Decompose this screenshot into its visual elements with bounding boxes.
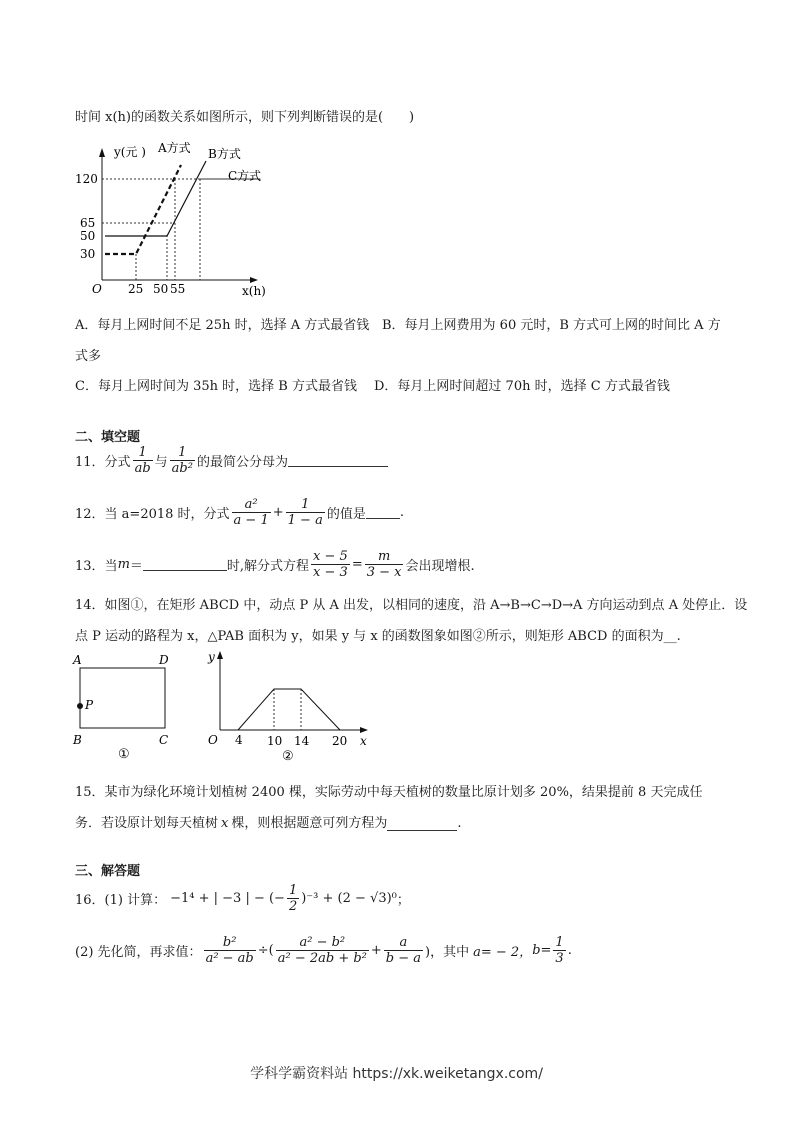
q12 xyxy=(75,492,404,532)
q15-end: . xyxy=(457,816,462,831)
label-c: C方式 xyxy=(228,169,262,183)
q16-p2-fraction-4: $\frac{1}{3}$ xyxy=(555,934,564,966)
q11-mid: 与 xyxy=(154,454,168,470)
q12-fraction-1: $\frac{\text{a²}}{a - 1}$ xyxy=(233,496,269,528)
point-p xyxy=(77,703,83,709)
q12-post: 的值是 xyxy=(326,506,366,522)
q13 xyxy=(75,544,475,584)
y-axis-arrow xyxy=(99,148,105,157)
q13-eq: ＝ xyxy=(129,558,143,574)
q16-number: 16． xyxy=(75,892,105,908)
q13-mid: 时,解分式方程 xyxy=(226,558,310,574)
origin-label: O xyxy=(92,282,102,296)
y-axis-label: y(元 ) xyxy=(114,145,146,159)
q16-p1-end: ； xyxy=(396,892,410,908)
q16-part-1 xyxy=(75,878,410,918)
q10-option-a: A．每月上网时间不足 25h 时，选择 A 方式最省钱 xyxy=(75,318,370,333)
q16-p1-fraction: $\frac{1}{2}$ xyxy=(288,882,298,914)
q15-line-2 xyxy=(75,812,462,831)
q11-number: 11． xyxy=(75,454,105,470)
q15-line-1: 15．某市为绿化环境计划植树 2400 棵，实际劳动中每天植树的数量比原计划多 20%，结果提前 8 天完成任 xyxy=(75,785,703,800)
q15-post: 棵，则根据题意可列方程为 xyxy=(231,816,388,831)
q11-fraction-1: $\frac{1}{ab}$ xyxy=(134,444,151,476)
q16-part-2 xyxy=(75,930,572,970)
label-a: A方式 xyxy=(158,141,191,155)
q11-pre: 分式 xyxy=(104,454,131,470)
q16-p2-close: )，其中 xyxy=(425,944,470,960)
x-tick-4: 4 xyxy=(235,733,243,747)
caption-2: ② xyxy=(282,749,294,764)
q16-p2-plus: + xyxy=(370,942,382,958)
footer-watermark: 学科学霸资料站 https://xk.weiketangx.com/ xyxy=(250,1066,543,1082)
q16-p2-div: ÷( xyxy=(257,942,274,958)
label-p: P xyxy=(85,698,94,712)
q12-answer-blank[interactable] xyxy=(366,505,400,519)
q15-pre: 务．若设原计划每天植树 xyxy=(75,816,219,831)
section-solve-title: 三、解答题 xyxy=(75,864,141,879)
q16-p2-fraction-2: $\frac{\text{a² − b²}}{\text{a² − 2ab + b²}}$ xyxy=(277,934,367,966)
q13-var: m xyxy=(117,556,130,572)
q13-pre: 当 xyxy=(104,558,118,574)
q12-number: 12． xyxy=(75,506,105,522)
x-axis-label: x(h) xyxy=(242,284,266,298)
q10-stem: 时间 x(h)的函数关系如图所示，则下列判断错误的是( ) xyxy=(75,110,415,125)
x-tick-20: 20 xyxy=(332,734,348,748)
y-tick-65: 65 xyxy=(80,216,96,230)
q16-p2-label: (2) 先化简，再求值： xyxy=(75,944,202,960)
line-a xyxy=(105,165,181,254)
x-tick-14: 14 xyxy=(294,734,310,748)
q16-p2-fraction-3: $\frac{a}{b - a}$ xyxy=(385,934,422,966)
q13-number: 13． xyxy=(75,558,105,574)
y-axis-arrow xyxy=(217,651,223,659)
q16-p2-fraction-1: $\frac{\text{b²}}{\text{a² − ab}}$ xyxy=(205,934,254,966)
line-b xyxy=(105,161,206,236)
q15-answer-blank[interactable] xyxy=(387,817,457,831)
q15-var: x xyxy=(221,816,229,831)
y-tick-120: 120 xyxy=(75,172,98,186)
q14-line-1: 14．如图①，在矩形 ABCD 中，动点 P 从 A 出发，以相同的速度，沿 A→B→C→D→A 方向运动到点 A 处停止．设 xyxy=(75,598,748,613)
q13-post: 会出现增根. xyxy=(405,558,475,574)
q11-fraction-2: $\frac{1}{\text{ab²}}$ xyxy=(171,444,193,476)
q13-answer-blank[interactable] xyxy=(143,557,227,571)
q10-option-c: C．每月上网时间为 35h 时，选择 B 方式最省钱 xyxy=(75,379,357,394)
x-label: x xyxy=(360,734,367,748)
x-axis-arrow xyxy=(360,727,368,733)
q11 xyxy=(75,440,388,480)
section-fill-in-title: 二、填空题 xyxy=(75,430,141,445)
q16-p2-end: . xyxy=(567,942,572,958)
q10-option-b-cont: 式多 xyxy=(75,349,102,364)
label-b: B方式 xyxy=(208,147,241,161)
q16-p1-expr-a: −1⁴ + | −3 | − (− xyxy=(170,890,285,906)
q16-p2-cond-b: b= xyxy=(532,942,552,958)
q10-graph xyxy=(70,135,290,300)
q13-equals: = xyxy=(351,556,363,572)
q13-fraction-2: $\frac{m}{3 - x}$ xyxy=(366,548,402,580)
origin-label: O xyxy=(208,733,218,747)
q11-post: 的最简公分母为 xyxy=(196,454,288,470)
x-tick-50: 50 xyxy=(153,282,169,296)
caption-1: ① xyxy=(118,747,130,762)
x-tick-25: 25 xyxy=(128,282,144,296)
q11-answer-blank[interactable] xyxy=(288,453,388,467)
q12-pre: 当 a=2018 时，分式 xyxy=(104,506,230,522)
q14-line-2: 点 P 运动的路程为 x，△PAB 面积为 y，如果 y 与 x 的函数图象如图②所示，则矩形 ABCD 的面积为__. xyxy=(75,629,681,644)
y-tick-30: 30 xyxy=(80,247,96,261)
y-tick-50: 50 xyxy=(80,229,96,243)
y-label: y xyxy=(208,650,215,664)
label-d: D xyxy=(159,653,169,667)
x-axis-arrow xyxy=(250,277,258,283)
q12-plus: + xyxy=(272,504,284,520)
q14-figure-1 xyxy=(70,650,180,765)
q14-figure-2 xyxy=(200,645,380,765)
q16-p2-cond-a: a= − 2， xyxy=(473,944,533,960)
q10-option-b: B．每月上网费用为 60 元时，B 方式可上网的时间比 A 方 xyxy=(382,318,721,333)
label-c: C xyxy=(159,733,169,747)
q12-fraction-2: $\frac{1}{1 - a}$ xyxy=(287,496,323,528)
label-b: B xyxy=(73,733,82,747)
x-tick-10: 10 xyxy=(267,734,283,748)
q16-p1-expr-b: )⁻³ + (2 − √3)⁰ xyxy=(301,890,397,906)
label-a: A xyxy=(73,653,82,667)
q16-p1-label: (1) 计算： xyxy=(104,892,167,908)
graph-line xyxy=(238,689,340,730)
q13-fraction-1: $\frac{x - 5}{x - 3}$ xyxy=(313,548,348,580)
q10-option-d: D．每月上网时间超过 70h 时，选择 C 方式最省钱 xyxy=(374,379,670,394)
q12-end: . xyxy=(399,504,404,520)
x-tick-55: 55 xyxy=(170,282,186,296)
